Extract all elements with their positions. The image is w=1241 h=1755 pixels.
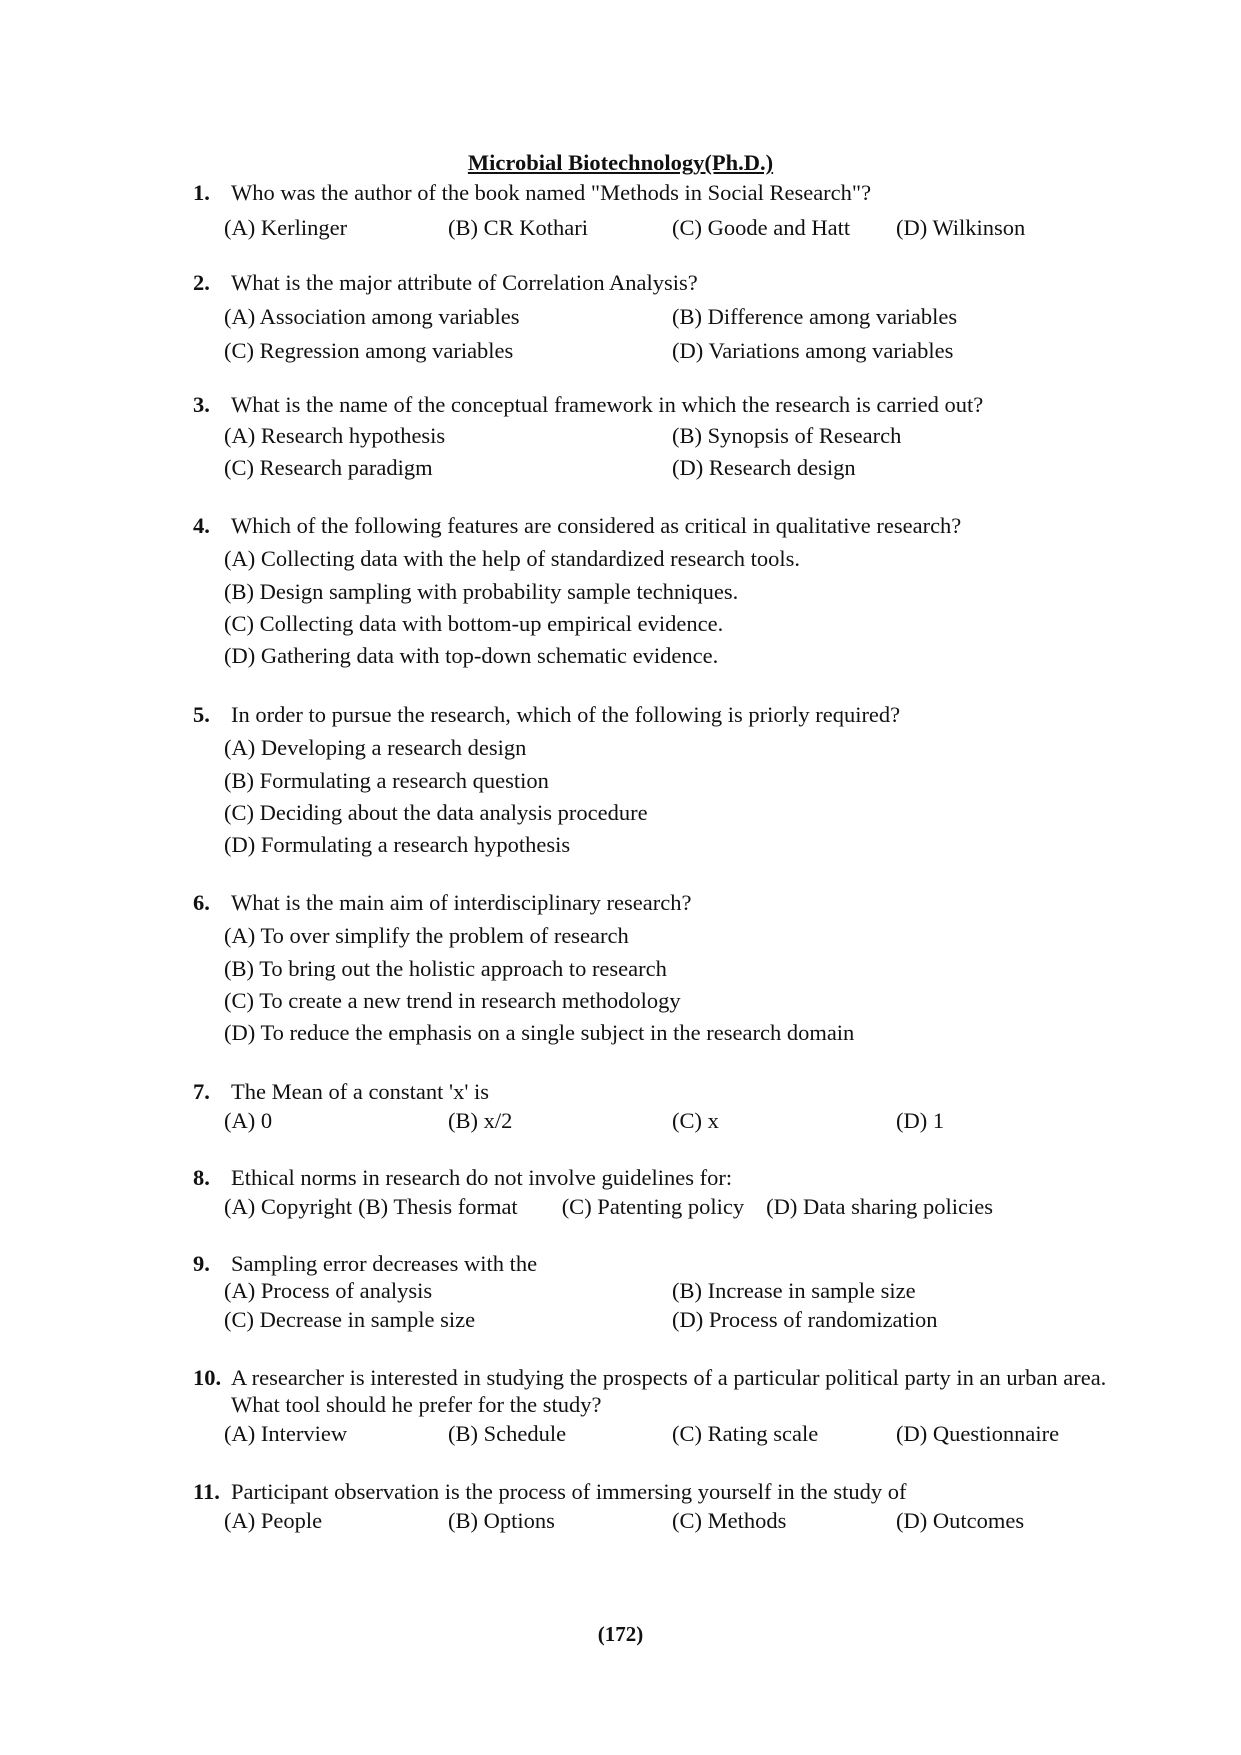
question-4 (193, 511, 1113, 670)
question-text: Who was the author of the book named "Methods in Social Research"? (231, 180, 872, 205)
question-8 (193, 1163, 1113, 1222)
question-text: Which of the following features are considered as critical in qualitative research? (231, 513, 962, 538)
option-d: (D) Variations among variables (672, 337, 954, 363)
option-b: (B) CR Kothari (448, 215, 588, 241)
question-number: 5. (193, 702, 210, 727)
option-d: (D) Outcomes (896, 1508, 1025, 1533)
option-a: (A) Developing a research design (224, 735, 527, 761)
option-a: (A) Association among variables (224, 304, 520, 330)
question-number: 6. (193, 890, 210, 915)
option-a: (A) To over simplify the problem of research (224, 923, 629, 949)
question-text: What is the major attribute of Correlation Analysis? (231, 270, 698, 295)
question-number: 11. (193, 1479, 220, 1504)
option-a: (A) Research hypothesis (224, 423, 446, 449)
option-b: (B) Increase in sample size (672, 1278, 916, 1303)
option-d: (D) Data sharing policies (766, 1194, 993, 1220)
option-b: (B) Options (448, 1508, 555, 1533)
option-a: (A) Collecting data with the help of standardized research tools. (224, 546, 801, 572)
option-d: (D) Gathering data with top-down schematic evidence. (224, 643, 719, 668)
option-c: (C) Regression among variables (224, 337, 514, 363)
option-b: (B) Difference among variables (672, 304, 958, 330)
option-a: (A) People (224, 1508, 323, 1533)
question-text: In order to pursue the research, which of the following is priorly required? (231, 702, 901, 727)
option-c: (C) x (672, 1108, 719, 1134)
option-d: (D) Formulating a research hypothesis (224, 832, 571, 857)
option-c: (C) Deciding about the data analysis procedure (224, 799, 648, 825)
question-text: Sampling error decreases with the (231, 1251, 538, 1276)
question-2 (193, 268, 1113, 365)
question-6 (193, 888, 1113, 1047)
option-d: (D) Process of randomization (672, 1307, 938, 1332)
option-c: (C) Methods (672, 1508, 787, 1533)
option-b: (B) Formulating a research question (224, 767, 549, 793)
question-text: What is the main aim of interdisciplinary research? (231, 890, 692, 915)
option-c: (C) Rating scale (672, 1421, 819, 1446)
option-c: (C) To create a new trend in research methodology (224, 987, 681, 1013)
option-c: (C) Decrease in sample size (224, 1307, 476, 1332)
option-b: (B) To bring out the holistic approach to research (224, 955, 667, 981)
option-b: (B) Schedule (448, 1421, 567, 1446)
question-text: Ethical norms in research do not involve guidelines for: (231, 1165, 733, 1190)
question-number: 8. (193, 1165, 210, 1190)
option-a: (A) Interview (224, 1421, 348, 1446)
question-number: 7. (193, 1079, 210, 1104)
question-text: The Mean of a constant 'x' is (231, 1079, 490, 1104)
option-b: (B) x/2 (448, 1108, 513, 1134)
question-text: What is the name of the conceptual framework in which the research is carried out? (231, 392, 984, 417)
option-d: (D) To reduce the emphasis on a single subject in the research domain (224, 1020, 855, 1045)
option-b: (B) Design sampling with probability sample techniques. (224, 578, 739, 604)
question-5 (193, 700, 1113, 859)
option-a: (A) Copyright (224, 1194, 353, 1220)
option-a: (A) Kerlinger (224, 215, 348, 241)
option-d: (D) Wilkinson (896, 215, 1026, 241)
option-b: (B) Synopsis of Research (672, 423, 902, 449)
question-number: 4. (193, 513, 210, 538)
option-b: (B) Thesis format (358, 1194, 518, 1220)
question-3 (193, 390, 1113, 482)
question-11 (193, 1478, 1113, 1534)
question-10 (193, 1364, 1113, 1447)
option-d: (D) 1 (896, 1108, 945, 1134)
question-number: 1. (193, 180, 210, 205)
option-a: (A) 0 (224, 1108, 273, 1134)
question-9 (193, 1250, 1113, 1333)
question-1 (193, 178, 1113, 243)
option-c: (C) Goode and Hatt (672, 215, 851, 241)
question-number: 10. (193, 1365, 222, 1390)
page-title: Microbial Biotechnology(Ph.D.) (467, 150, 774, 175)
question-text: A researcher is interested in studying the prospects of a particular political party in an urban area. What tool should he prefer for the study? (231, 1365, 1107, 1417)
page-number: (172) (597, 1622, 644, 1646)
question-number: 9. (193, 1251, 210, 1276)
question-7 (193, 1077, 1113, 1136)
option-a: (A) Process of analysis (224, 1278, 433, 1303)
option-d: (D) Questionnaire (896, 1421, 1060, 1446)
option-c: (C) Collecting data with bottom-up empirical evidence. (224, 610, 724, 636)
option-c: (C) Patenting policy (561, 1194, 745, 1220)
question-number: 2. (193, 270, 210, 295)
option-d: (D) Research design (672, 454, 856, 480)
question-text: Participant observation is the process of immersing yourself in the study of (231, 1479, 907, 1504)
option-c: (C) Research paradigm (224, 454, 433, 480)
question-number: 3. (193, 392, 210, 417)
